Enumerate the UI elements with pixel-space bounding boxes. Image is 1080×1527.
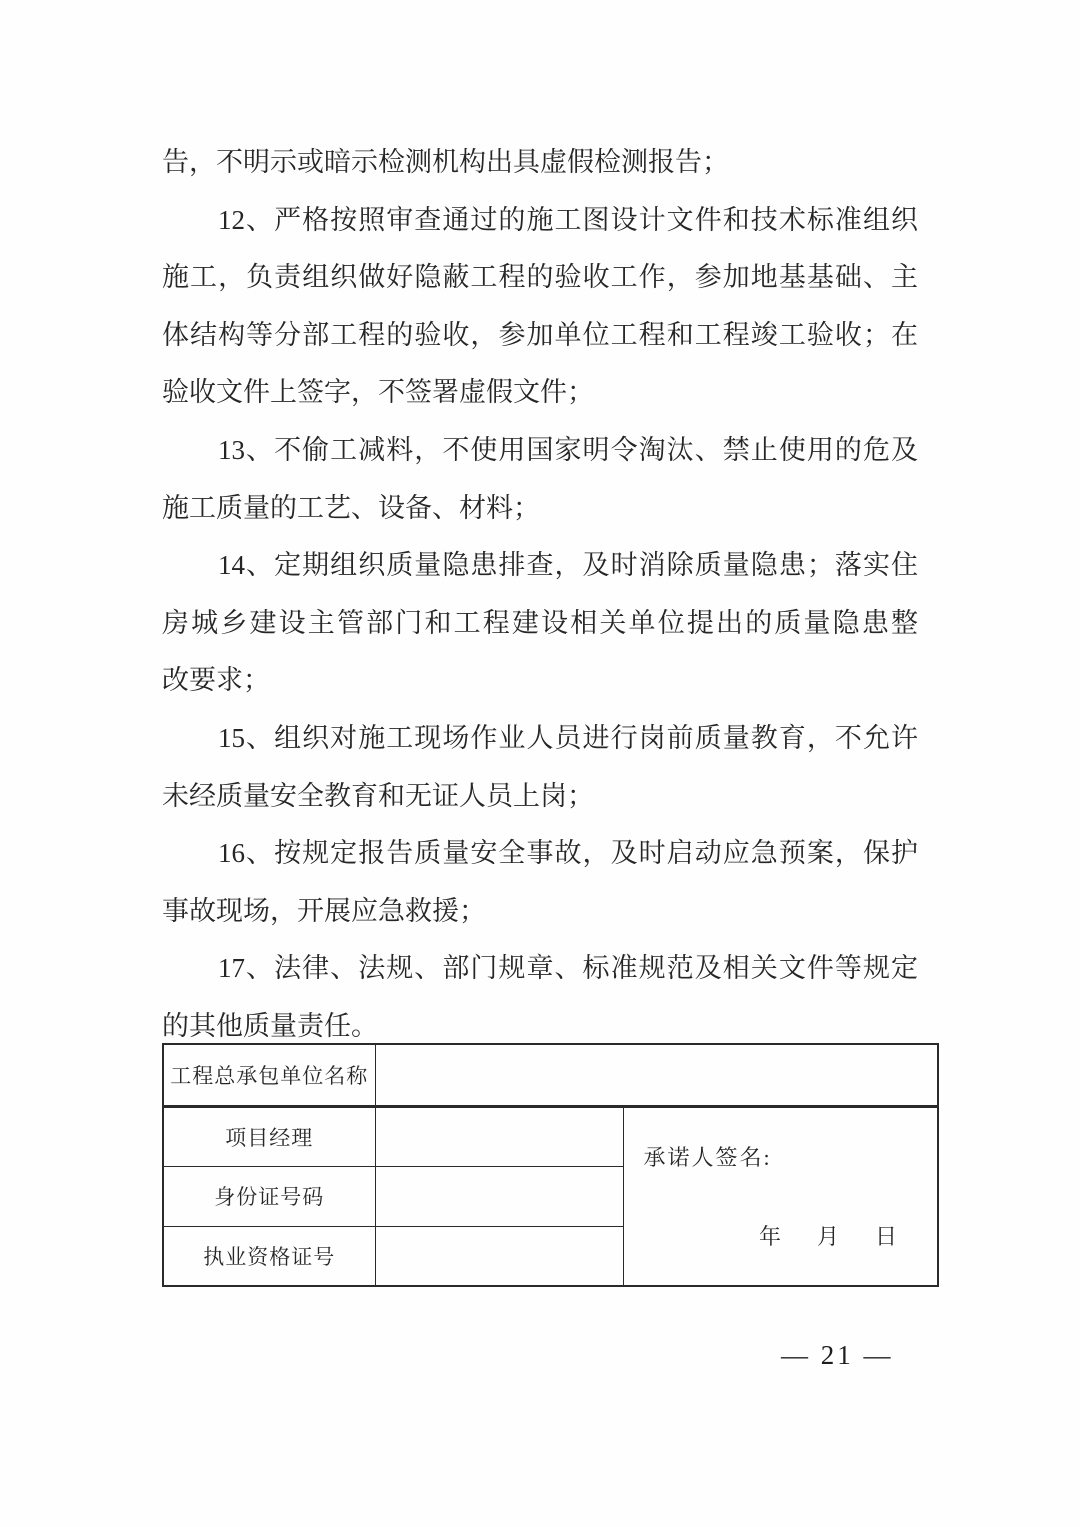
page-number: — 21 — [781,1340,894,1370]
label-contractor-unit-name: 工程总承包单位名称 [163,1044,375,1106]
body-line: 体结构等分部工程的验收，参加单位工程和工程竣工验收；在 [162,319,918,350]
body-line: 14、定期组织质量隐患排查，及时消除质量隐患；落实住 [218,550,918,581]
label-qualification-cert-number: 执业资格证号 [163,1226,375,1286]
table-row [163,1044,938,1106]
body-line: 验收文件上签字，不签署虚假文件； [162,377,594,408]
table-row [163,1106,938,1166]
signature-label: 承诺人签名: [643,1144,772,1170]
body-line: 施工，负责组织做好隐蔽工程的验收工作，参加地基基础、主 [162,262,918,293]
body-line: 17、法律、法规、部门规章、标准规范及相关文件等规定 [218,953,918,984]
body-line: 15、组织对施工现场作业人员进行岗前质量教育，不允许 [218,722,918,753]
body-text-block [162,134,918,1056]
contractor-commitment-table [162,1043,939,1287]
value-qualification-cert-number [375,1226,623,1286]
date-day-label: 日 [874,1224,897,1249]
date-month-label: 月 [816,1224,839,1249]
date-year-label: 年 [758,1224,781,1249]
signature-cell [623,1106,938,1286]
label-id-card-number: 身份证号码 [163,1166,375,1226]
body-line: 房城乡建设主管部门和工程建设相关单位提出的质量隐患整 [162,607,918,638]
label-project-manager: 项目经理 [163,1106,375,1166]
body-line: 施工质量的工艺、设备、材料； [162,492,540,523]
value-project-manager [375,1106,623,1166]
body-line: 未经质量安全教育和无证人员上岗； [162,780,594,811]
value-contractor-unit-name [375,1044,938,1106]
body-line: 事故现场，开展应急救援； [162,895,486,926]
body-line: 16、按规定报告质量安全事故，及时启动应急预案，保护 [218,838,918,869]
body-line: 12、严格按照审查通过的施工图设计文件和技术标准组织 [218,204,918,235]
value-id-card-number [375,1166,623,1226]
body-line: 告，不明示或暗示检测机构出具虚假检测报告； [162,147,729,177]
body-line: 13、不偷工减料，不使用国家明令淘汰、禁止使用的危及 [218,434,918,465]
date-line [759,1220,897,1251]
body-line: 的其他质量责任。 [162,1010,378,1041]
body-line: 改要求； [162,665,270,696]
